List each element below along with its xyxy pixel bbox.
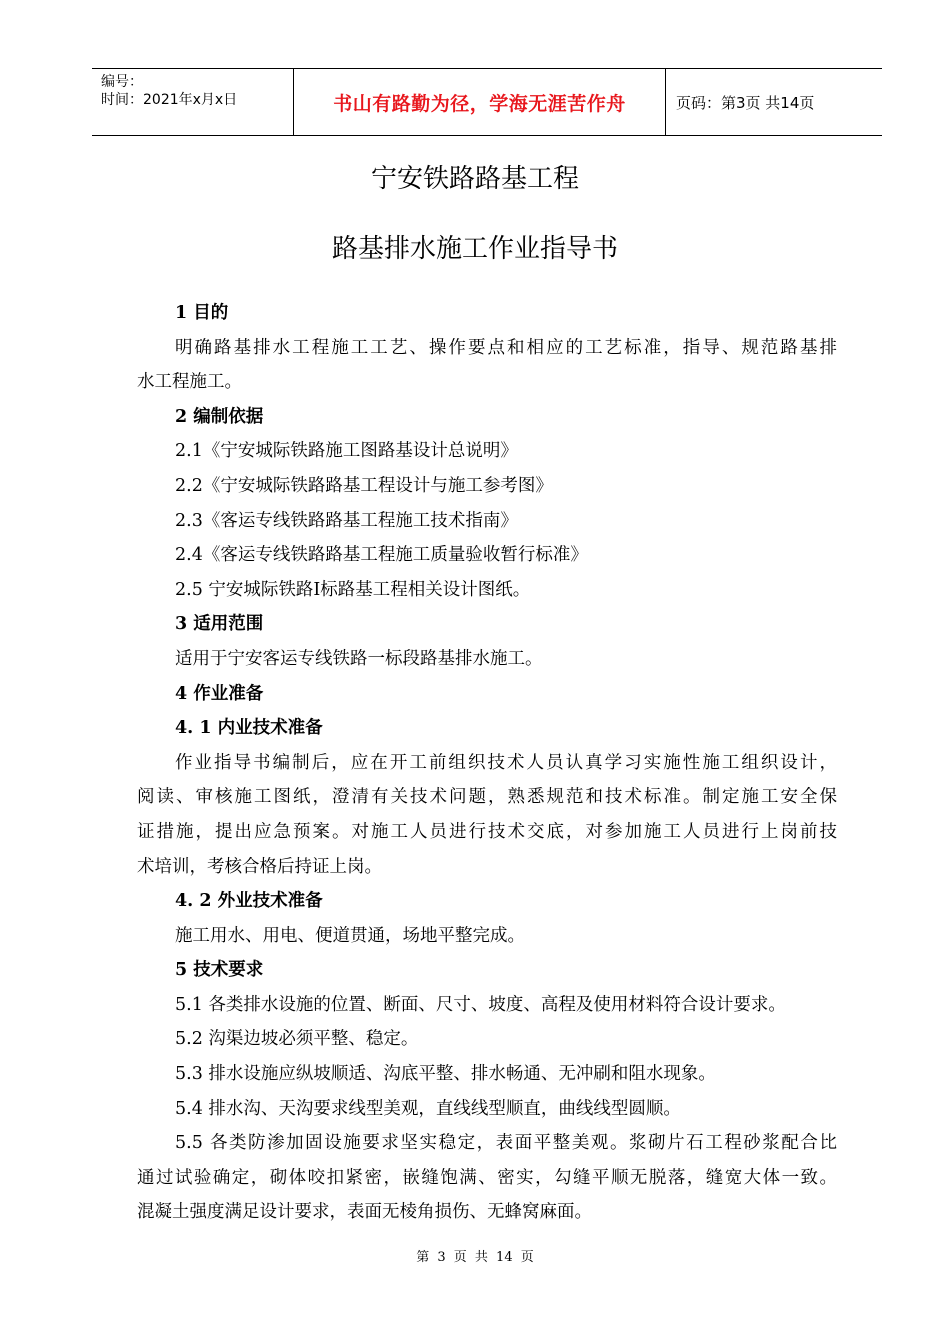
reference-item: 2.3《客运专线铁路路基工程施工技术指南》 — [175, 510, 518, 531]
document-body — [137, 296, 837, 1230]
reference-item: 2.1《宁安城际铁路施工图路基设计总说明》 — [175, 441, 518, 462]
reference-item: 2.2《宁安城际铁路路基工程设计与施工参考图》 — [175, 475, 553, 496]
header-meta — [92, 69, 293, 135]
document-time: 时间：2021年x月x日 — [101, 92, 238, 108]
paragraph-line: 水工程施工。 — [137, 372, 242, 393]
requirement-item: 5.2 沟渠边坡必须平整、稳定。 — [175, 1029, 419, 1050]
header-motto: 书山有路勤为径，学海无涯苦作舟 — [293, 69, 666, 135]
page-header — [92, 68, 882, 136]
document-title: 宁安铁路路基工程 — [370, 164, 579, 194]
paragraph-line: 阅读、审核施工图纸，澄清有关技术问题，熟悉规范和技术标准。制定施工安全保 — [137, 787, 837, 808]
section-heading-basis: 2 编制依据 — [175, 406, 264, 427]
paragraph-line: 作业指导书编制后，应在开工前组织技术人员认真学习实施性施工组织设计， — [175, 752, 837, 773]
requirement-item: 5.3 排水设施应纵坡顺适、沟底平整、排水畅通、无冲刷和阻水现象。 — [175, 1064, 716, 1085]
subsection-heading-internal: 4. 1 内业技术准备 — [175, 718, 323, 739]
paragraph-line: 术培训，考核合格后持证上岗。 — [137, 856, 382, 877]
document-number-label: 编号： — [101, 74, 143, 90]
page-footer: 第 3 页 共 14 页 — [416, 1250, 534, 1265]
reference-item: 2.4《客运专线铁路路基工程施工质量验收暂行标准》 — [175, 545, 588, 566]
requirement-item: 5.1 各类排水设施的位置、断面、尺寸、坡度、高程及使用材料符合设计要求。 — [175, 994, 786, 1015]
subsection-heading-external: 4. 2 外业技术准备 — [175, 891, 323, 912]
paragraph-line: 通过试验确定，砌体咬扣紧密，嵌缝饱满、密实，勾缝平顺无脱落，缝宽大体一致。 — [137, 1167, 837, 1188]
section-heading-purpose: 1 目的 — [175, 303, 229, 323]
requirement-item: 5.5 各类防渗加固设施要求坚实稳定，表面平整美观。浆砌片石工程砂浆配合比 — [175, 1133, 837, 1154]
paragraph-line: 适用于宁安客运专线铁路一标段路基排水施工。 — [175, 648, 543, 669]
section-heading-requirements: 5 技术要求 — [175, 960, 264, 981]
reference-item: 2.5 宁安城际铁路Ⅰ标路基工程相关设计图纸。 — [175, 579, 531, 600]
section-heading-scope: 3 适用范围 — [175, 614, 264, 635]
header-page-info: 页码：第3页 共14页 — [676, 93, 815, 112]
requirement-item: 5.4 排水沟、天沟要求线型美观，直线线型顺直，曲线线型圆顺。 — [175, 1098, 681, 1119]
paragraph-line: 施工用水、用电、便道贯通，场地平整完成。 — [175, 925, 525, 946]
paragraph-line: 明确路基排水工程施工工艺、操作要点和相应的工艺标准，指导、规范路基排 — [175, 337, 837, 358]
section-heading-preparation: 4 作业准备 — [175, 683, 264, 704]
document-subtitle: 路基排水施工作业指导书 — [331, 234, 618, 264]
paragraph-line: 证措施，提出应急预案。对施工人员进行技术交底，对参加施工人员进行上岗前技 — [137, 821, 837, 842]
paragraph-line: 混凝土强度满足设计要求，表面无棱角损伤、无蜂窝麻面。 — [137, 1202, 592, 1223]
